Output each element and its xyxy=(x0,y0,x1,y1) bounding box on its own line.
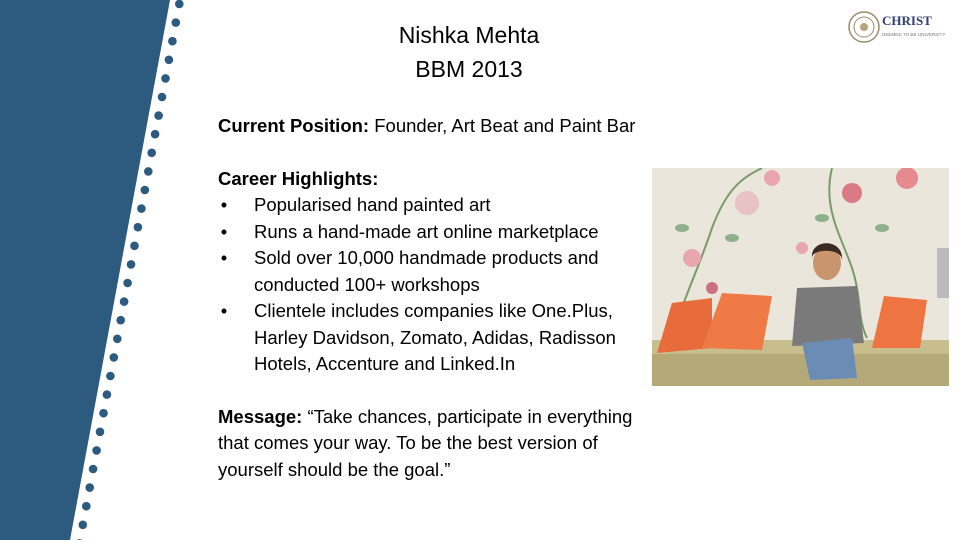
edge-dot xyxy=(161,74,170,83)
person-name: Nishka Mehta xyxy=(398,22,540,48)
logo-text: CHRIST xyxy=(882,13,932,28)
side-band-shape xyxy=(0,0,170,540)
profile-content xyxy=(218,113,648,483)
edge-dot xyxy=(165,56,174,65)
christ-university-logo xyxy=(846,8,946,46)
edge-dot xyxy=(168,37,177,46)
list-item: • Popularised hand painted art xyxy=(220,194,491,215)
edge-dot xyxy=(175,0,184,8)
edge-dot xyxy=(116,316,125,325)
message xyxy=(218,404,648,484)
message-label: Message: xyxy=(218,405,303,427)
edge-dot xyxy=(134,223,143,232)
edge-dot xyxy=(158,93,167,102)
list-item: • Runs a hand-made art online marketplace xyxy=(220,220,599,242)
title-block xyxy=(340,18,598,86)
edge-dot xyxy=(144,167,153,176)
edge-dot xyxy=(96,428,105,437)
edge-dot xyxy=(172,18,181,27)
highlight-text: Sold over 10,000 handmade products and conducted 100+ workshops xyxy=(254,247,599,295)
highlight-text: Runs a hand-made art online marketplace xyxy=(254,220,599,242)
position-label: Current Position: xyxy=(218,115,370,136)
edge-dot xyxy=(79,521,88,530)
list-item: • Sold over 10,000 handmade products and conducted 100+ workshops xyxy=(220,247,599,295)
edge-dot xyxy=(141,186,150,195)
highlight-text: Popularised hand painted art xyxy=(254,194,491,215)
edge-dot xyxy=(123,279,132,288)
position-value: Founder, Art Beat and Paint Bar xyxy=(369,115,636,136)
batch-label: BBM 2013 xyxy=(415,56,523,82)
edge-dot xyxy=(120,297,129,306)
highlight-text: Clientele includes companies like One.Plus, Harley Davidson, Zomato, Adidas, Radisson Hotels, Accenture and Linked.In xyxy=(254,300,616,374)
logo-subtext: DEEMED TO BE UNIVERSITY xyxy=(882,32,946,37)
career-highlights-list xyxy=(218,192,648,378)
edge-dot xyxy=(130,242,139,251)
edge-dot xyxy=(113,335,122,344)
edge-dot xyxy=(127,260,136,269)
edge-dot xyxy=(85,483,94,492)
edge-dot xyxy=(99,409,108,418)
edge-dot xyxy=(82,502,91,511)
highlights-heading: Career Highlights: xyxy=(218,167,379,189)
edge-dot xyxy=(147,149,156,158)
edge-dot xyxy=(137,204,146,213)
list-item: • Clientele includes companies like One.Plus, Harley Davidson, Zomato, Adidas, Radisson Hotels, Accenture and Linked.In xyxy=(220,300,616,374)
edge-dot xyxy=(103,390,112,399)
edge-dot xyxy=(151,130,160,139)
edge-dot xyxy=(154,111,163,120)
edge-dot xyxy=(106,372,115,381)
current-position xyxy=(218,113,648,140)
edge-dot xyxy=(89,465,98,474)
edge-dot xyxy=(110,353,119,362)
edge-dot xyxy=(92,446,101,455)
profile-photo xyxy=(652,168,949,386)
message-value: “Take chances, participate in everything that comes your way. To be the best version of yourself should be the goal.” xyxy=(218,405,633,480)
